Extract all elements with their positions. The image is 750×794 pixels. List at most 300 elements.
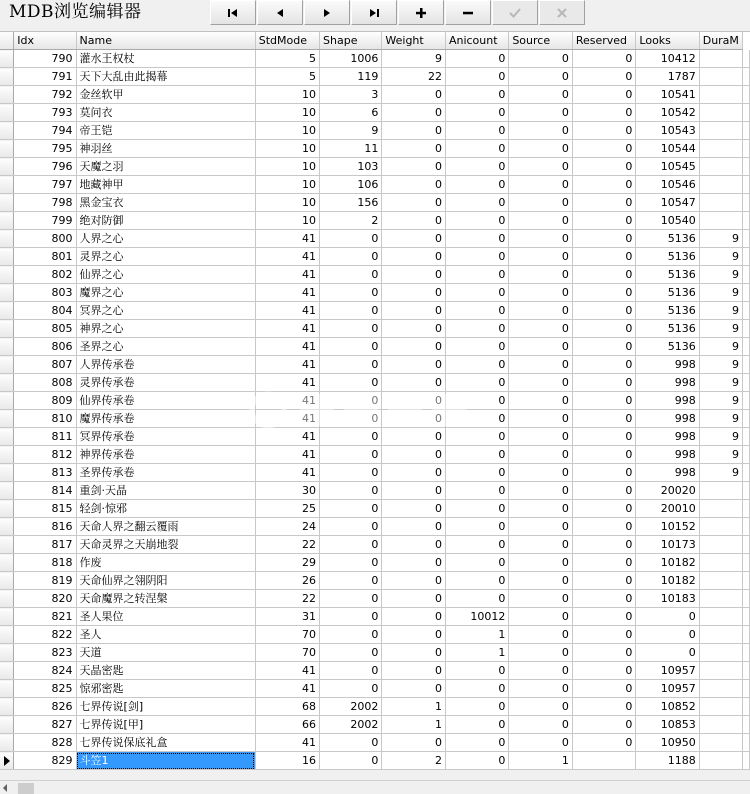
cell-source[interactable]: 0 <box>509 410 573 428</box>
row-indicator[interactable] <box>0 248 14 266</box>
cell-shape[interactable]: 0 <box>320 320 382 338</box>
cell-anicount[interactable]: 0 <box>445 446 508 464</box>
cell-anicount[interactable]: 0 <box>445 536 508 554</box>
cell-idx[interactable]: 797 <box>14 176 76 194</box>
cell-duram[interactable]: 9 <box>699 320 742 338</box>
row-indicator[interactable] <box>0 140 14 158</box>
cancel-record-button[interactable] <box>539 0 585 25</box>
row-indicator[interactable] <box>0 194 14 212</box>
cell-reserved[interactable]: 0 <box>572 680 636 698</box>
row-indicator[interactable] <box>0 428 14 446</box>
table-row[interactable] <box>0 158 750 176</box>
cell-looks[interactable]: 998 <box>636 410 699 428</box>
cell-weight[interactable]: 0 <box>382 284 446 302</box>
cell-idx[interactable]: 814 <box>14 482 76 500</box>
cell-weight[interactable]: 0 <box>382 554 446 572</box>
table-row[interactable] <box>0 374 750 392</box>
cell-duram[interactable]: 9 <box>699 230 742 248</box>
cell-looks[interactable]: 10542 <box>636 104 699 122</box>
cell-source[interactable]: 0 <box>509 392 573 410</box>
cell-looks[interactable]: 5136 <box>636 284 699 302</box>
cell-name[interactable]: 圣人 <box>76 626 255 644</box>
cell-stdmode[interactable]: 41 <box>255 392 319 410</box>
cell-name[interactable]: 仙界传承卷 <box>76 392 255 410</box>
cell-looks[interactable]: 998 <box>636 446 699 464</box>
cell-source[interactable]: 0 <box>509 50 573 68</box>
cell-idx[interactable]: 802 <box>14 266 76 284</box>
cell-looks[interactable]: 5136 <box>636 230 699 248</box>
cell-idx[interactable]: 798 <box>14 194 76 212</box>
cell-stdmode[interactable]: 41 <box>255 230 319 248</box>
cell-stdmode[interactable]: 41 <box>255 662 319 680</box>
cell-idx[interactable]: 796 <box>14 158 76 176</box>
cell-looks[interactable]: 20020 <box>636 482 699 500</box>
cell-duram[interactable] <box>699 662 742 680</box>
cell-source[interactable]: 0 <box>509 302 573 320</box>
column-header-looks[interactable]: Looks <box>636 32 699 50</box>
cell-anicount[interactable]: 0 <box>445 572 508 590</box>
cell-shape[interactable]: 2002 <box>320 698 382 716</box>
cell-duram[interactable] <box>699 482 742 500</box>
cell-looks[interactable]: 10546 <box>636 176 699 194</box>
table-row[interactable] <box>0 140 750 158</box>
cell-idx[interactable]: 818 <box>14 554 76 572</box>
table-row[interactable] <box>0 392 750 410</box>
cell-duram[interactable] <box>699 104 742 122</box>
table-row[interactable] <box>0 104 750 122</box>
column-header-source[interactable]: Source <box>509 32 573 50</box>
cell-stdmode[interactable]: 25 <box>255 500 319 518</box>
cell-shape[interactable]: 0 <box>320 356 382 374</box>
table-row[interactable] <box>0 338 750 356</box>
cell-weight[interactable]: 0 <box>382 590 446 608</box>
cell-stdmode[interactable]: 70 <box>255 644 319 662</box>
cell-stdmode[interactable]: 10 <box>255 122 319 140</box>
cell-shape[interactable]: 1006 <box>320 50 382 68</box>
cell-shape[interactable]: 2 <box>320 212 382 230</box>
row-indicator[interactable] <box>0 752 14 770</box>
cell-name[interactable]: 天命灵界之天崩地裂 <box>76 536 255 554</box>
row-indicator[interactable] <box>0 554 14 572</box>
cell-idx[interactable]: 809 <box>14 392 76 410</box>
cell-name[interactable]: 斗笠1 <box>76 752 255 770</box>
cell-shape[interactable]: 0 <box>320 392 382 410</box>
table-row[interactable] <box>0 266 750 284</box>
cell-source[interactable]: 0 <box>509 572 573 590</box>
cell-weight[interactable]: 0 <box>382 140 446 158</box>
table-row[interactable] <box>0 230 750 248</box>
cell-looks[interactable]: 10950 <box>636 734 699 752</box>
cell-weight[interactable]: 0 <box>382 626 446 644</box>
cell-idx[interactable]: 815 <box>14 500 76 518</box>
cell-shape[interactable]: 119 <box>320 68 382 86</box>
cell-shape[interactable]: 0 <box>320 662 382 680</box>
cell-stdmode[interactable]: 22 <box>255 590 319 608</box>
row-indicator[interactable] <box>0 608 14 626</box>
cell-weight[interactable]: 0 <box>382 572 446 590</box>
cell-source[interactable]: 0 <box>509 140 573 158</box>
table-row[interactable] <box>0 626 750 644</box>
row-indicator[interactable] <box>0 356 14 374</box>
cell-reserved[interactable]: 0 <box>572 374 636 392</box>
cell-name[interactable]: 七界传说[甲] <box>76 716 255 734</box>
cell-source[interactable]: 0 <box>509 248 573 266</box>
cell-shape[interactable]: 0 <box>320 446 382 464</box>
cell-reserved[interactable]: 0 <box>572 338 636 356</box>
cell-anicount[interactable]: 0 <box>445 338 508 356</box>
cell-duram[interactable] <box>699 680 742 698</box>
table-row[interactable] <box>0 410 750 428</box>
cell-anicount[interactable]: 0 <box>445 176 508 194</box>
cell-weight[interactable]: 0 <box>382 212 446 230</box>
cell-anicount[interactable]: 0 <box>445 122 508 140</box>
column-header-idx[interactable]: Idx <box>14 32 76 50</box>
cell-idx[interactable]: 827 <box>14 716 76 734</box>
cell-idx[interactable]: 806 <box>14 338 76 356</box>
cell-source[interactable]: 0 <box>509 716 573 734</box>
cell-stdmode[interactable]: 22 <box>255 536 319 554</box>
first-record-button[interactable] <box>210 0 256 25</box>
cell-reserved[interactable]: 0 <box>572 122 636 140</box>
cell-source[interactable]: 0 <box>509 626 573 644</box>
cell-source[interactable]: 0 <box>509 644 573 662</box>
cell-anicount[interactable]: 0 <box>445 410 508 428</box>
row-indicator[interactable] <box>0 716 14 734</box>
cell-weight[interactable]: 0 <box>382 500 446 518</box>
cell-anicount[interactable]: 0 <box>445 284 508 302</box>
cell-name[interactable]: 天魔之羽 <box>76 158 255 176</box>
cell-looks[interactable]: 0 <box>636 644 699 662</box>
cell-reserved[interactable]: 0 <box>572 554 636 572</box>
cell-anicount[interactable]: 0 <box>445 680 508 698</box>
cell-reserved[interactable]: 0 <box>572 50 636 68</box>
cell-source[interactable]: 0 <box>509 428 573 446</box>
cell-idx[interactable]: 819 <box>14 572 76 590</box>
cell-looks[interactable]: 998 <box>636 356 699 374</box>
cell-name[interactable]: 天命魔界之转涅槃 <box>76 590 255 608</box>
cell-reserved[interactable]: 0 <box>572 68 636 86</box>
cell-stdmode[interactable]: 10 <box>255 176 319 194</box>
cell-weight[interactable]: 0 <box>382 662 446 680</box>
cell-shape[interactable]: 0 <box>320 374 382 392</box>
cell-shape[interactable]: 0 <box>320 626 382 644</box>
cell-reserved[interactable]: 0 <box>572 446 636 464</box>
cell-weight[interactable]: 0 <box>382 176 446 194</box>
cell-stdmode[interactable]: 41 <box>255 734 319 752</box>
cell-name[interactable]: 灌水王权杖 <box>76 50 255 68</box>
cell-reserved[interactable]: 0 <box>572 230 636 248</box>
row-indicator[interactable] <box>0 374 14 392</box>
cell-reserved[interactable]: 0 <box>572 716 636 734</box>
cell-looks[interactable]: 10543 <box>636 122 699 140</box>
cell-reserved[interactable]: 0 <box>572 176 636 194</box>
cell-duram[interactable] <box>699 716 742 734</box>
cell-looks[interactable]: 0 <box>636 608 699 626</box>
cell-name[interactable]: 天下大乱由此揭幕 <box>76 68 255 86</box>
cell-anicount[interactable]: 0 <box>445 554 508 572</box>
cell-weight[interactable]: 0 <box>382 320 446 338</box>
table-row[interactable] <box>0 536 750 554</box>
cell-name[interactable]: 天命人界之翻云覆雨 <box>76 518 255 536</box>
cell-name[interactable]: 轻剑·惊邪 <box>76 500 255 518</box>
row-indicator[interactable] <box>0 536 14 554</box>
cell-idx[interactable]: 823 <box>14 644 76 662</box>
cell-reserved[interactable]: 0 <box>572 482 636 500</box>
cell-duram[interactable] <box>699 734 742 752</box>
cell-duram[interactable]: 9 <box>699 248 742 266</box>
scroll-left-icon[interactable] <box>3 784 7 792</box>
row-indicator[interactable] <box>0 230 14 248</box>
row-indicator[interactable] <box>0 518 14 536</box>
table-row[interactable] <box>0 608 750 626</box>
cell-weight[interactable]: 0 <box>382 86 446 104</box>
column-header-duram[interactable]: DuraM <box>699 32 742 50</box>
row-indicator[interactable] <box>0 212 14 230</box>
cell-shape[interactable]: 0 <box>320 266 382 284</box>
cell-duram[interactable]: 9 <box>699 410 742 428</box>
cell-looks[interactable]: 5136 <box>636 320 699 338</box>
cell-anicount[interactable]: 0 <box>445 248 508 266</box>
cell-duram[interactable]: 9 <box>699 302 742 320</box>
cell-reserved[interactable]: 0 <box>572 410 636 428</box>
cell-stdmode[interactable]: 10 <box>255 158 319 176</box>
table-row[interactable] <box>0 572 750 590</box>
table-row[interactable] <box>0 428 750 446</box>
cell-reserved[interactable]: 0 <box>572 608 636 626</box>
cell-idx[interactable]: 801 <box>14 248 76 266</box>
cell-anicount[interactable]: 0 <box>445 482 508 500</box>
cell-duram[interactable] <box>699 752 742 770</box>
row-indicator[interactable] <box>0 590 14 608</box>
cell-weight[interactable]: 0 <box>382 104 446 122</box>
cell-source[interactable]: 0 <box>509 464 573 482</box>
cell-anicount[interactable]: 0 <box>445 230 508 248</box>
cell-weight[interactable]: 0 <box>382 428 446 446</box>
table-row[interactable] <box>0 302 750 320</box>
cell-idx[interactable]: 805 <box>14 320 76 338</box>
cell-source[interactable]: 0 <box>509 536 573 554</box>
cell-source[interactable]: 0 <box>509 266 573 284</box>
row-indicator[interactable] <box>0 68 14 86</box>
cell-source[interactable]: 1 <box>509 752 573 770</box>
cell-anicount[interactable]: 0 <box>445 86 508 104</box>
cell-name[interactable]: 魔界之心 <box>76 284 255 302</box>
cell-idx[interactable]: 825 <box>14 680 76 698</box>
row-indicator[interactable] <box>0 284 14 302</box>
row-indicator[interactable] <box>0 698 14 716</box>
table-row[interactable] <box>0 320 750 338</box>
cell-looks[interactable]: 10183 <box>636 590 699 608</box>
row-indicator[interactable] <box>0 572 14 590</box>
cell-source[interactable]: 0 <box>509 104 573 122</box>
cell-looks[interactable]: 10541 <box>636 86 699 104</box>
cell-anicount[interactable]: 0 <box>445 392 508 410</box>
cell-anicount[interactable]: 0 <box>445 716 508 734</box>
cell-source[interactable]: 0 <box>509 338 573 356</box>
data-grid[interactable] <box>0 31 750 770</box>
cell-idx[interactable]: 792 <box>14 86 76 104</box>
cell-duram[interactable] <box>699 68 742 86</box>
cell-reserved[interactable]: 0 <box>572 698 636 716</box>
cell-reserved[interactable]: 0 <box>572 248 636 266</box>
cell-idx[interactable]: 811 <box>14 428 76 446</box>
cell-source[interactable]: 0 <box>509 698 573 716</box>
cell-reserved[interactable]: 0 <box>572 518 636 536</box>
row-indicator[interactable] <box>0 662 14 680</box>
cell-stdmode[interactable]: 10 <box>255 194 319 212</box>
cell-shape[interactable]: 0 <box>320 338 382 356</box>
cell-source[interactable]: 0 <box>509 518 573 536</box>
cell-duram[interactable] <box>699 194 742 212</box>
cell-anicount[interactable]: 0 <box>445 302 508 320</box>
cell-idx[interactable]: 829 <box>14 752 76 770</box>
cell-source[interactable]: 0 <box>509 230 573 248</box>
cell-shape[interactable]: 0 <box>320 464 382 482</box>
cell-looks[interactable]: 998 <box>636 464 699 482</box>
row-indicator[interactable] <box>0 158 14 176</box>
cell-reserved[interactable]: 0 <box>572 734 636 752</box>
column-header-name[interactable]: Name <box>76 32 255 50</box>
cell-duram[interactable] <box>699 698 742 716</box>
cell-stdmode[interactable]: 41 <box>255 410 319 428</box>
cell-duram[interactable] <box>699 608 742 626</box>
cell-stdmode[interactable]: 10 <box>255 86 319 104</box>
cell-weight[interactable]: 0 <box>382 464 446 482</box>
cell-source[interactable]: 0 <box>509 176 573 194</box>
cell-shape[interactable]: 0 <box>320 734 382 752</box>
cell-anicount[interactable]: 0 <box>445 104 508 122</box>
cell-anicount[interactable]: 0 <box>445 158 508 176</box>
cell-source[interactable]: 0 <box>509 734 573 752</box>
cell-weight[interactable]: 0 <box>382 518 446 536</box>
cell-idx[interactable]: 822 <box>14 626 76 644</box>
cell-name[interactable]: 绝对防御 <box>76 212 255 230</box>
cell-weight[interactable]: 0 <box>382 734 446 752</box>
cell-source[interactable]: 0 <box>509 500 573 518</box>
cell-reserved[interactable]: 0 <box>572 320 636 338</box>
cell-shape[interactable]: 11 <box>320 140 382 158</box>
cell-reserved[interactable]: 0 <box>572 266 636 284</box>
cell-reserved[interactable]: 0 <box>572 158 636 176</box>
row-indicator[interactable] <box>0 104 14 122</box>
cell-name[interactable]: 帝王铠 <box>76 122 255 140</box>
cell-stdmode[interactable]: 41 <box>255 428 319 446</box>
cell-stdmode[interactable]: 68 <box>255 698 319 716</box>
cell-shape[interactable]: 0 <box>320 428 382 446</box>
cell-reserved[interactable]: 0 <box>572 392 636 410</box>
row-indicator[interactable] <box>0 266 14 284</box>
cell-stdmode[interactable]: 29 <box>255 554 319 572</box>
cell-stdmode[interactable]: 41 <box>255 320 319 338</box>
table-row[interactable] <box>0 68 750 86</box>
cell-shape[interactable]: 0 <box>320 554 382 572</box>
cell-weight[interactable]: 0 <box>382 338 446 356</box>
cell-shape[interactable]: 0 <box>320 248 382 266</box>
cell-duram[interactable] <box>699 50 742 68</box>
cell-reserved[interactable]: 0 <box>572 464 636 482</box>
table-row[interactable] <box>0 590 750 608</box>
cell-anicount[interactable]: 0 <box>445 734 508 752</box>
cell-weight[interactable]: 0 <box>382 680 446 698</box>
cell-looks[interactable]: 1787 <box>636 68 699 86</box>
cell-weight[interactable]: 0 <box>382 248 446 266</box>
cell-duram[interactable] <box>699 572 742 590</box>
cell-stdmode[interactable]: 41 <box>255 464 319 482</box>
cell-stdmode[interactable]: 41 <box>255 302 319 320</box>
cell-name[interactable]: 冥界传承卷 <box>76 428 255 446</box>
cell-weight[interactable]: 1 <box>382 716 446 734</box>
cell-stdmode[interactable]: 41 <box>255 248 319 266</box>
table-row[interactable] <box>0 680 750 698</box>
cell-idx[interactable]: 795 <box>14 140 76 158</box>
cell-idx[interactable]: 820 <box>14 590 76 608</box>
cell-weight[interactable]: 0 <box>382 302 446 320</box>
cell-idx[interactable]: 812 <box>14 446 76 464</box>
cell-stdmode[interactable]: 10 <box>255 212 319 230</box>
cell-idx[interactable]: 800 <box>14 230 76 248</box>
cell-looks[interactable]: 10173 <box>636 536 699 554</box>
cell-shape[interactable]: 0 <box>320 536 382 554</box>
cell-name[interactable]: 神羽丝 <box>76 140 255 158</box>
row-indicator[interactable] <box>0 482 14 500</box>
table-row[interactable] <box>0 734 750 752</box>
insert-record-button[interactable] <box>398 0 444 25</box>
cell-reserved[interactable]: 0 <box>572 194 636 212</box>
row-indicator[interactable] <box>0 464 14 482</box>
row-indicator[interactable] <box>0 410 14 428</box>
cell-name[interactable]: 人界传承卷 <box>76 356 255 374</box>
cell-shape[interactable]: 156 <box>320 194 382 212</box>
cell-stdmode[interactable]: 41 <box>255 284 319 302</box>
cell-duram[interactable]: 9 <box>699 266 742 284</box>
cell-source[interactable]: 0 <box>509 356 573 374</box>
cell-shape[interactable]: 2002 <box>320 716 382 734</box>
cell-name[interactable]: 重剑·天晶 <box>76 482 255 500</box>
cell-weight[interactable]: 1 <box>382 698 446 716</box>
cell-looks[interactable]: 998 <box>636 428 699 446</box>
cell-reserved[interactable]: 0 <box>572 140 636 158</box>
cell-stdmode[interactable]: 26 <box>255 572 319 590</box>
cell-duram[interactable]: 9 <box>699 464 742 482</box>
row-indicator[interactable] <box>0 446 14 464</box>
table-row[interactable] <box>0 662 750 680</box>
cell-anicount[interactable]: 1 <box>445 644 508 662</box>
row-indicator[interactable] <box>0 50 14 68</box>
cell-anicount[interactable]: 0 <box>445 374 508 392</box>
cell-anicount[interactable]: 0 <box>445 464 508 482</box>
cell-source[interactable]: 0 <box>509 284 573 302</box>
row-indicator[interactable] <box>0 392 14 410</box>
cell-looks[interactable]: 5136 <box>636 248 699 266</box>
cell-idx[interactable]: 790 <box>14 50 76 68</box>
cell-stdmode[interactable]: 41 <box>255 374 319 392</box>
cell-source[interactable]: 0 <box>509 194 573 212</box>
cell-shape[interactable]: 0 <box>320 518 382 536</box>
row-indicator[interactable] <box>0 626 14 644</box>
cell-stdmode[interactable]: 16 <box>255 752 319 770</box>
post-record-button[interactable] <box>492 0 538 25</box>
table-row[interactable] <box>0 554 750 572</box>
cell-stdmode[interactable]: 41 <box>255 338 319 356</box>
cell-anicount[interactable]: 0 <box>445 518 508 536</box>
cell-anicount[interactable]: 0 <box>445 68 508 86</box>
cell-duram[interactable] <box>699 158 742 176</box>
cell-idx[interactable]: 821 <box>14 608 76 626</box>
cell-source[interactable]: 0 <box>509 590 573 608</box>
cell-duram[interactable] <box>699 176 742 194</box>
cell-weight[interactable]: 0 <box>382 536 446 554</box>
cell-shape[interactable]: 103 <box>320 158 382 176</box>
